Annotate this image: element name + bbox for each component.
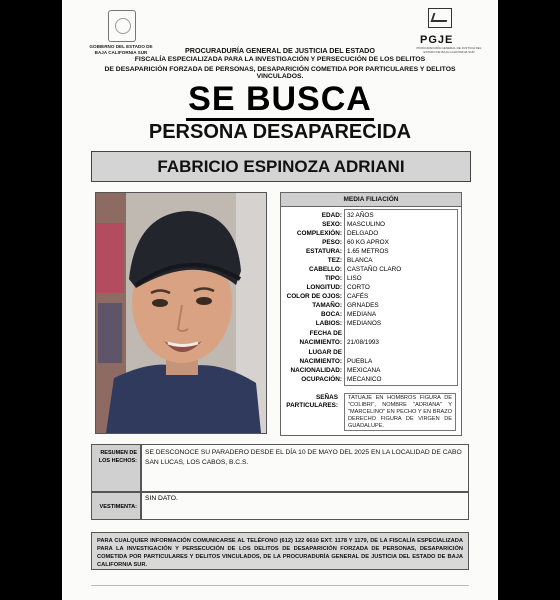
- header-line-2: FISCALÍA ESPECIALIZADA PARA LA INVESTIGACIÓN Y PERSECUCIÓN DE LOS DELITOS: [134, 56, 426, 63]
- fil-row: ESTATURA: 1.65 METROS: [306, 248, 389, 255]
- fil-row: TEZ: BLANCA: [327, 257, 373, 264]
- state-seal-icon: [108, 10, 136, 42]
- resumen-value: SE DESCONOCE SU PARADERO DESDE EL DÍA 10 DE MAYO DEL 2025 EN LA LOCALIDAD DE CABO SAN LUCAS, LOS CABOS, B.C.S.: [141, 444, 469, 492]
- media-filiacion-header: MEDIA FILIACIÓN: [280, 192, 462, 207]
- fil-row: TAMAÑO: GRNADES: [312, 302, 379, 309]
- poster-subtitle: PERSONA DESAPARECIDA: [148, 121, 412, 143]
- header-line-3: DE DESAPARICIÓN FORZADA DE PERSONAS, DESAPARICIÓN COMETIDA POR PARTICULARES Y DELITOS VINCULADOS.: [104, 66, 456, 80]
- vestimenta-value: SIN DATO.: [141, 492, 469, 520]
- contact-footer: PARA CUALQUIER INFORMACIÓN COMUNICARSE AL TELÉFONO (612) 122 6610 EXT. 1178 Y 1179, DE LA FISCALÍA ESPECIALIZADA PARA LA INVESTIGACIÓN Y PERSECUCIÓN DE LOS DELITOS DE DESAPARICIÓN FORZADA DE PERSONAS, DESAPARICIÓN COMETIDA POR PARTICULARES Y DELITOS VINCULADOS, DE LA PROCURADURÍA GENERAL DE JUSTICIA DEL ESTADO DE BAJA CALIFORNIA SUR.: [91, 532, 469, 570]
- fil-row: PESO: 60 KG APROX: [322, 239, 389, 246]
- bottom-divider: [91, 585, 469, 586]
- pgje-logo-icon: [428, 8, 452, 28]
- fil-row: LONGITUD: CORTO: [306, 284, 370, 291]
- senas-label: SEÑAS PARTICULARES:: [286, 394, 338, 409]
- poster-title-wrap: [62, 80, 498, 119]
- pgje-logo-subtext: PROCURADURÍA GENERAL DE JUSTICIA DEL ESTADO DE BAJA CALIFORNIA SUR: [416, 46, 482, 54]
- fil-row: COLOR DE OJOS: CAFÉS: [286, 293, 369, 300]
- missing-person-poster: [62, 0, 498, 600]
- fil-row: CABELLO: CASTAÑO CLARO: [308, 266, 402, 273]
- resumen-label: RESUMEN DE LOS HECHOS:: [91, 444, 141, 492]
- vestimenta-label: VESTIMENTA:: [91, 492, 141, 520]
- fil-row: NACIMIENTO: PUEBLA: [299, 358, 373, 365]
- fil-row: NACIONALIDAD: MEXICANA: [290, 367, 381, 374]
- person-name: FABRICIO ESPINOZA ADRIANI: [91, 151, 471, 182]
- fil-row: OCUPACIÓN: MECANICO: [301, 376, 382, 383]
- state-org-name: GOBIERNO DEL ESTADO DE BAJA CALIFORNIA SUR: [89, 44, 153, 55]
- fil-row: SEXO: MASCULINO: [322, 221, 385, 228]
- fil-row: LUGAR DE: [308, 349, 342, 356]
- fil-row: LABIOS: MEDIANOS: [315, 320, 382, 327]
- fil-row: TIPO: LISO: [324, 275, 362, 282]
- fil-row: FECHA DE: [309, 330, 342, 337]
- person-photo-illustration: [96, 193, 266, 433]
- person-photo: [95, 192, 267, 434]
- fil-row: BOCA: MEDIANA: [321, 311, 377, 318]
- fil-row: NACIMIENTO: 21/08/1993: [299, 339, 379, 346]
- pgje-logo-text: PGJE: [420, 34, 454, 46]
- header-line-1: PROCURADURÍA GENERAL DE JUSTICIA DEL ESTADO: [185, 46, 375, 55]
- fil-row: COMPLEXIÓN: DELGADO: [296, 230, 379, 237]
- senas-value: TATUAJE EN HOMBROS FIGURA DE "COLIBRI", NOMBRE "ADRIANA" Y "MARCELINO" EN PECHO Y EN BRAZO DERECHO FIGURA DE VIRGEN DE GUADALUPE.: [344, 393, 456, 431]
- fil-row: EDAD: 32 AÑOS: [321, 212, 374, 219]
- poster-title: SE BUSCA: [186, 80, 374, 121]
